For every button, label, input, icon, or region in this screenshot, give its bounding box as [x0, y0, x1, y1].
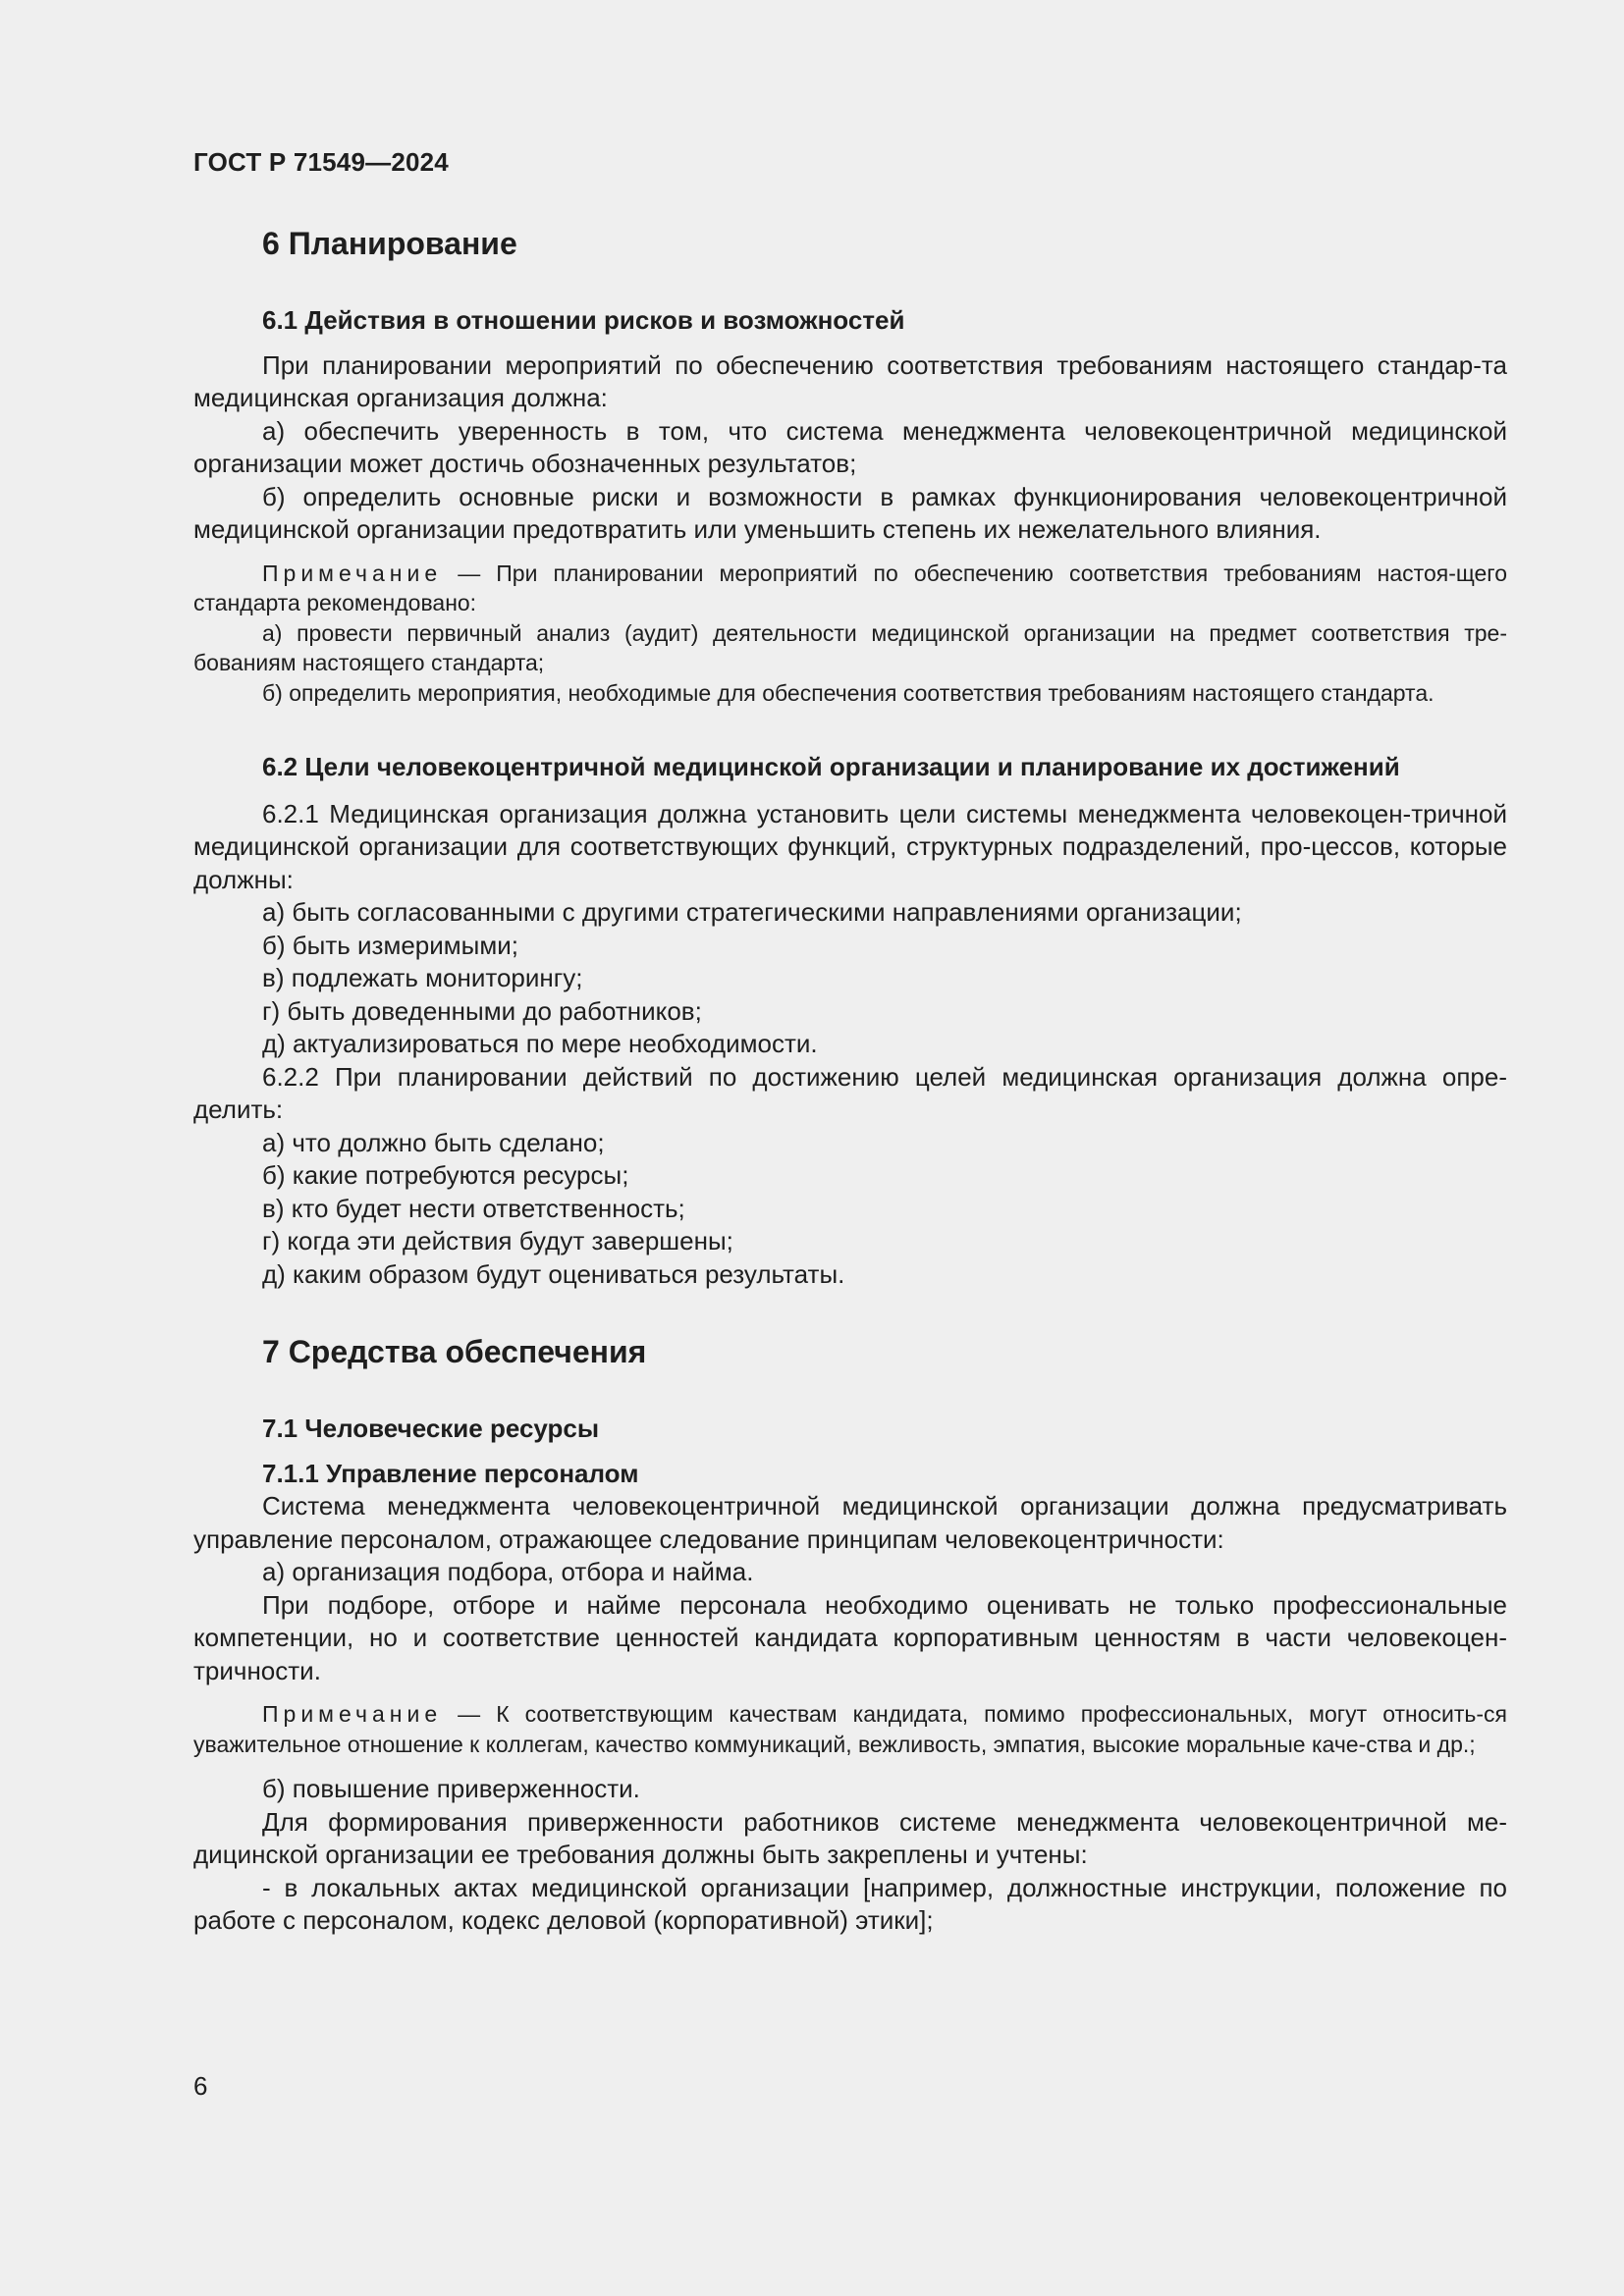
page-number: 6	[193, 2071, 208, 2101]
list-item: в) подлежать мониторингу;	[262, 963, 583, 992]
note-paragraph	[193, 1699, 1507, 1759]
note-item: а) провести первичный анализ (аудит) деятельности медицинской организации на предмет соответствия тре-бованиям настоящего стандарта;	[193, 619, 1507, 675]
paragraph: При планировании мероприятий по обеспечению соответствия требованиям настоящего стандар-та медицинская организация должна:	[193, 349, 1507, 412]
note-label: Примечание	[262, 1701, 443, 1727]
list-item: б) какие потребуются ресурсы;	[262, 1160, 629, 1190]
section-6-1-heading: 6.1 Действия в отношении рисков и возможностей	[262, 305, 905, 335]
section-7-1-1-heading: 7.1.1 Управление персоналом	[262, 1458, 639, 1488]
section-6-2-heading: 6.2 Цели человекоцентричной медицинской организации и планирование их достижений	[262, 752, 1400, 781]
paragraph: Для формирования приверженности работников системе менеджмента человекоцентричной ме-дицинской организации ее требования должны быть закреплены и учтены:	[193, 1806, 1507, 1869]
paragraph: При подборе, отборе и найме персонала необходимо оценивать не только профессиональные компетенции, но и соответствие ценностей кандидата корпоративным ценностям в части человекоцен-тричности.	[193, 1589, 1507, 1685]
list-item: д) актуализироваться по мере необходимости.	[262, 1029, 818, 1058]
list-item: а) быть согласованными с другими стратегическими направлениями организации;	[262, 897, 1242, 927]
note-item: б) определить мероприятия, необходимые для обеспечения соответствия требованиям настоящего стандарта.	[262, 679, 1435, 706]
paragraph: Система менеджмента человекоцентричной медицинской организации должна предусматривать управление персоналом, отражающее следование принципам человекоцентричности:	[193, 1491, 1507, 1554]
paragraph: 6.2.2 При планировании действий по достижению целей медицинская организация должна опре-делить:	[193, 1061, 1507, 1124]
section-7-1-heading: 7.1 Человеческие ресурсы	[262, 1414, 600, 1443]
note-paragraph	[193, 559, 1507, 618]
list-item: а) организация подбора, отбора и найма.	[262, 1557, 754, 1586]
document-code-header: ГОСТ Р 71549—2024	[193, 147, 449, 177]
list-item: г) когда эти действия будут завершены;	[262, 1226, 733, 1255]
list-item: - в локальных актах медицинской организации [например, должностные инструкции, положение по работе с персоналом, кодекс деловой (корпоративной) этики];	[193, 1872, 1507, 1935]
list-item: в) кто будет нести ответственность;	[262, 1193, 685, 1223]
section-6-heading: 6 Планирование	[262, 226, 517, 261]
note-text: — При планировании мероприятий по обеспечению соответствия требованиям настоя-щего стандарта рекомендовано:	[193, 560, 1507, 615]
paragraph: 6.2.1 Медицинская организация должна установить цели системы менеджмента человекоцен-тричной медицинской организации для соответствующих функций, структурных подразделений, про-цессов, которые должны:	[193, 798, 1507, 894]
page-content	[193, 224, 1507, 1938]
list-item: б) повышение приверженности.	[262, 1774, 640, 1803]
list-item: д) каким образом будут оцениваться результаты.	[262, 1258, 845, 1289]
list-item: г) быть доведенными до работников;	[262, 995, 702, 1026]
note-label: Примечание	[262, 560, 443, 586]
section-7-heading: 7 Средства обеспечения	[262, 1334, 647, 1369]
note-text: — К соответствующим качествам кандидата, помимо профессиональных, могут относить-ся уважительное отношение к коллегам, качество коммуникаций, вежливость, эмпатия, высокие моральные каче-ства и др.;	[193, 1701, 1507, 1757]
list-item: а) обеспечить уверенность в том, что система менеджмента человекоцентричной медицинской организации может достичь обозначенных результатов;	[193, 415, 1507, 478]
list-item: а) что должно быть сделано;	[262, 1127, 605, 1157]
list-item: б) быть измеримыми;	[262, 930, 518, 960]
list-item: б) определить основные риски и возможности в рамках функционирования человекоцентричной медицинской организации предотвратить или уменьшить степень их нежелательного влияния.	[193, 481, 1507, 544]
